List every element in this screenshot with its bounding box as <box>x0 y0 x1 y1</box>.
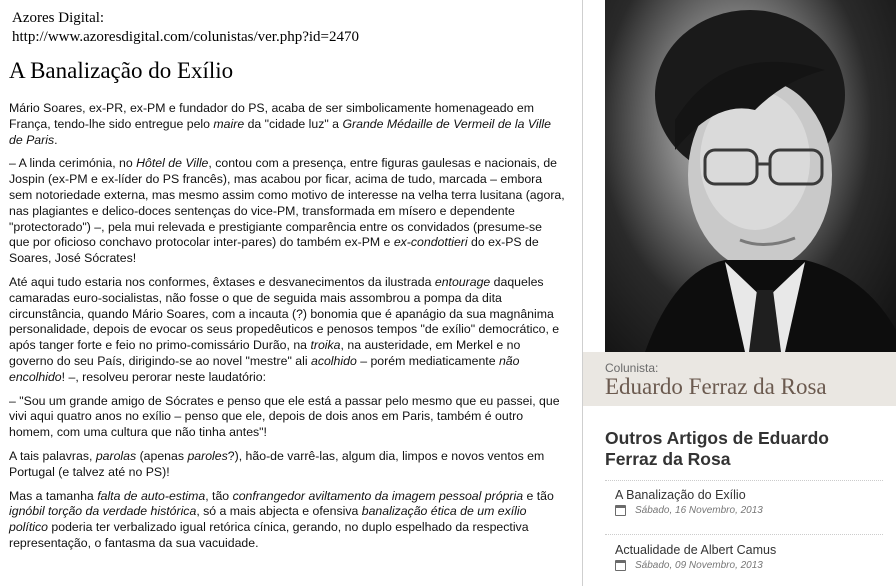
columnist-sidebar <box>583 0 896 586</box>
article-body <box>9 101 565 560</box>
source-block <box>12 9 572 47</box>
other-articles-heading: Outros Artigos de Eduardo Ferraz da Rosa <box>605 428 829 469</box>
paragraph-1: Mário Soares, ex-PR, ex-PM e fundador do PS, acaba de ser simbolicamente homenageado em França, tendo-lhe sido entregue pelo maire da "cidade luz" a Grande Médaille de Vermeil de la Ville de Paris. <box>9 101 551 147</box>
divider <box>605 534 883 535</box>
list-item <box>615 487 885 516</box>
paragraph-2: – A linda cerimónia, no Hôtel de Ville, contou com a presença, entre figuras gaulesas e nacionais, de Jospin (ex-PM e ex-líder do PS francês), mas acabou por ficar, acima de tudo, marcada – embora sem notoriedade externa, mas mesmo assim como motivo de interesse na velha terra lusitana (agora, nas plagiantes e delico-doces sentenças do vice-PM, transformada em mísero e dependente "protectorado") –, pela mui relevada e prestigiante comparência entre os convidados (presume-se que por oficioso conchavo protocolar inter-pares) do também ex-PM e ex-condottieri do ex-PS de Soares, José Sócrates! <box>9 156 565 266</box>
source-url[interactable]: http://www.azoresdigital.com/colunistas/ver.php?id=2470 <box>12 29 360 45</box>
paragraph-3: Até aqui tudo estaria nos conformes, êxtases e desvanecimentos da ilustrada entourage daqueles camaradas euro-socialistas, não fosse o que de seguida mais assombrou a pompa da dita circunstância, quando Mário Soares, com a incauta (?) bonomia que é apanágio da sua magnânima personalidade, depois de evocar os seus propedêuticos e penosos tempos "de exílio" democrático, e após tanger forte e feio no primo-comissário Durão, na troika, na austeridade, em Merkel e no governo do seu País, dirigindo-se ao novel "mestre" ali acolhido – porém mediaticamente não encolhido! –, resolveu perorar neste laudatório: <box>9 274 560 384</box>
divider <box>605 480 883 481</box>
columnist-photo <box>605 0 896 352</box>
source-name: Azores Digital: <box>12 10 105 26</box>
portrait-illustration <box>605 0 896 352</box>
columnist-label: Colunista: <box>605 361 659 375</box>
paragraph-5: A tais palavras, parolas (apenas paroles?), hão-de varrê-las, algum dia, limpos e novos ventos em Portugal (e talvez até no PS)! <box>9 448 545 479</box>
calendar-icon <box>615 505 626 516</box>
columnist-name[interactable]: Eduardo Ferraz da Rosa <box>605 374 827 399</box>
article-link[interactable]: Actualidade de Albert Camus <box>615 543 777 557</box>
paragraph-4: – "Sou um grande amigo de Sócrates e penso que ele está a passar pelo mesmo que eu passei, que vivi aqui quatro anos no exílio – penso que ele, depois de dois anos em Paris, também é outro homem, com uma cultura que não tinha antes"! <box>9 393 560 440</box>
article-title: A Banalização do Exílio <box>9 58 234 83</box>
list-item <box>615 542 885 571</box>
article-date <box>615 505 885 516</box>
article-link[interactable]: A Banalização do Exílio <box>615 488 746 502</box>
paragraph-6: Mas a tamanha falta de auto-estima, tão confrangedor aviltamento da imagem pessoal própria e tão ignóbil torção da verdade histórica, só a mais abjecta e ofensiva banalização ética de um exílio político poderia ter verbalizado igual retórica cínica, gerando, no duplo espelhado da respectiva representação, o fantasma da sua vacuidade. <box>9 488 554 550</box>
date-text: Sábado, 09 Novembro, 2013 <box>635 560 763 571</box>
calendar-icon <box>615 560 626 571</box>
date-text: Sábado, 16 Novembro, 2013 <box>635 505 763 516</box>
article-date <box>615 560 885 571</box>
